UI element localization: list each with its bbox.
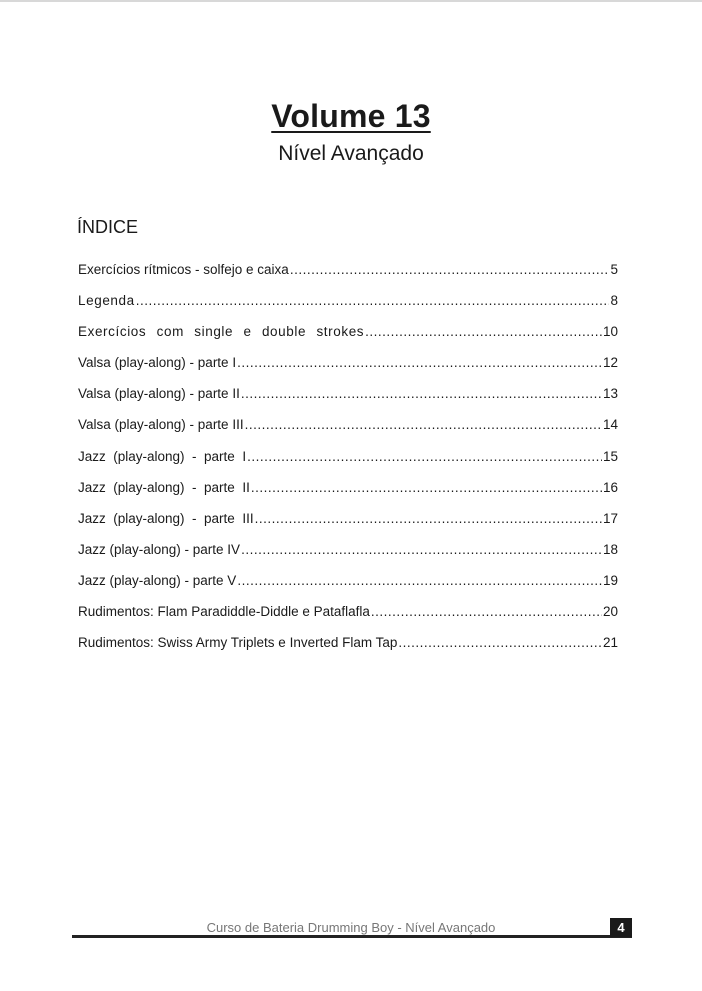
- toc-dot-leader: [245, 417, 602, 432]
- toc-entry-label: Jazz (play-along) - parte II: [78, 479, 250, 495]
- toc-entry-label: Exercícios com single e double strokes: [78, 324, 365, 340]
- toc-page-number: 13: [602, 386, 618, 402]
- toc-entry-label: Jazz (play-along) - parte III: [78, 510, 254, 526]
- toc-entry[interactable]: [78, 604, 618, 635]
- toc-entry-label: Jazz (play-along) - parte I: [78, 448, 247, 464]
- toc-page-number: 12: [602, 355, 618, 371]
- toc-page-number: 5: [610, 262, 618, 277]
- index-heading: ÍNDICE: [77, 217, 139, 237]
- toc-dot-leader: [237, 355, 602, 370]
- toc-entry[interactable]: [78, 635, 618, 666]
- toc-dot-leader: [247, 449, 602, 464]
- toc-entry-label: Exercícios rítmicos - solfejo e caixa: [78, 262, 289, 277]
- toc-entry-label: Rudimentos: Swiss Army Triplets e Inverted Flam Tap: [78, 635, 398, 651]
- toc-entry-label: Jazz (play-along) - parte V: [78, 572, 237, 588]
- toc-dot-leader: [241, 386, 602, 401]
- toc-page-number: 14: [602, 417, 618, 433]
- level-subtitle: Nível Avançado: [278, 142, 424, 165]
- toc-entry[interactable]: [78, 511, 618, 542]
- toc-dot-leader: [255, 511, 602, 526]
- toc-entry[interactable]: [78, 262, 618, 293]
- footer-divider: [72, 935, 632, 938]
- toc-page-number: 19: [602, 572, 618, 588]
- toc-dot-leader: [136, 293, 610, 308]
- toc-page-number: 17: [602, 510, 618, 526]
- toc-entry[interactable]: [78, 417, 618, 448]
- toc-page-number: 8: [610, 293, 618, 309]
- toc-page-number: 16: [602, 479, 618, 495]
- toc-entry[interactable]: [78, 386, 618, 417]
- toc-dot-leader: [290, 262, 610, 277]
- toc-entry-label: Jazz (play-along) - parte IV: [78, 541, 241, 557]
- top-edge-divider: [0, 0, 702, 2]
- toc-dot-leader: [365, 324, 602, 339]
- toc-entry[interactable]: [78, 449, 618, 480]
- toc-entry[interactable]: [78, 542, 618, 573]
- toc-dot-leader: [237, 573, 602, 588]
- toc-entry-label: Valsa (play-along) - parte II: [78, 386, 240, 402]
- page-number-badge: 4: [610, 918, 632, 937]
- toc-entry[interactable]: [78, 355, 618, 386]
- volume-title: Volume 13: [271, 98, 431, 134]
- toc-entry[interactable]: [78, 480, 618, 511]
- footer-course-title: Curso de Bateria Drumming Boy - Nível Avançado: [206, 920, 496, 935]
- toc-entry-label: Valsa (play-along) - parte I: [78, 355, 237, 371]
- toc-page-number: 20: [602, 604, 618, 620]
- toc-dot-leader: [398, 635, 602, 650]
- toc-page-number: 18: [602, 541, 618, 557]
- toc-dot-leader: [251, 480, 602, 495]
- toc-entry[interactable]: [78, 573, 618, 604]
- toc-entry[interactable]: [78, 324, 618, 355]
- toc-entry-label: Valsa (play-along) - parte III: [78, 417, 244, 433]
- toc-entry-label: Legenda: [78, 293, 135, 309]
- toc-entry-label: Rudimentos: Flam Paradiddle-Diddle e Pataflafla: [78, 604, 370, 620]
- toc-dot-leader: [371, 604, 602, 619]
- toc-page-number: 10: [602, 324, 618, 340]
- toc-entry[interactable]: [78, 293, 618, 324]
- toc-dot-leader: [241, 542, 602, 557]
- table-of-contents: [78, 262, 618, 666]
- toc-page-number: 15: [602, 448, 618, 464]
- toc-page-number: 21: [602, 635, 618, 651]
